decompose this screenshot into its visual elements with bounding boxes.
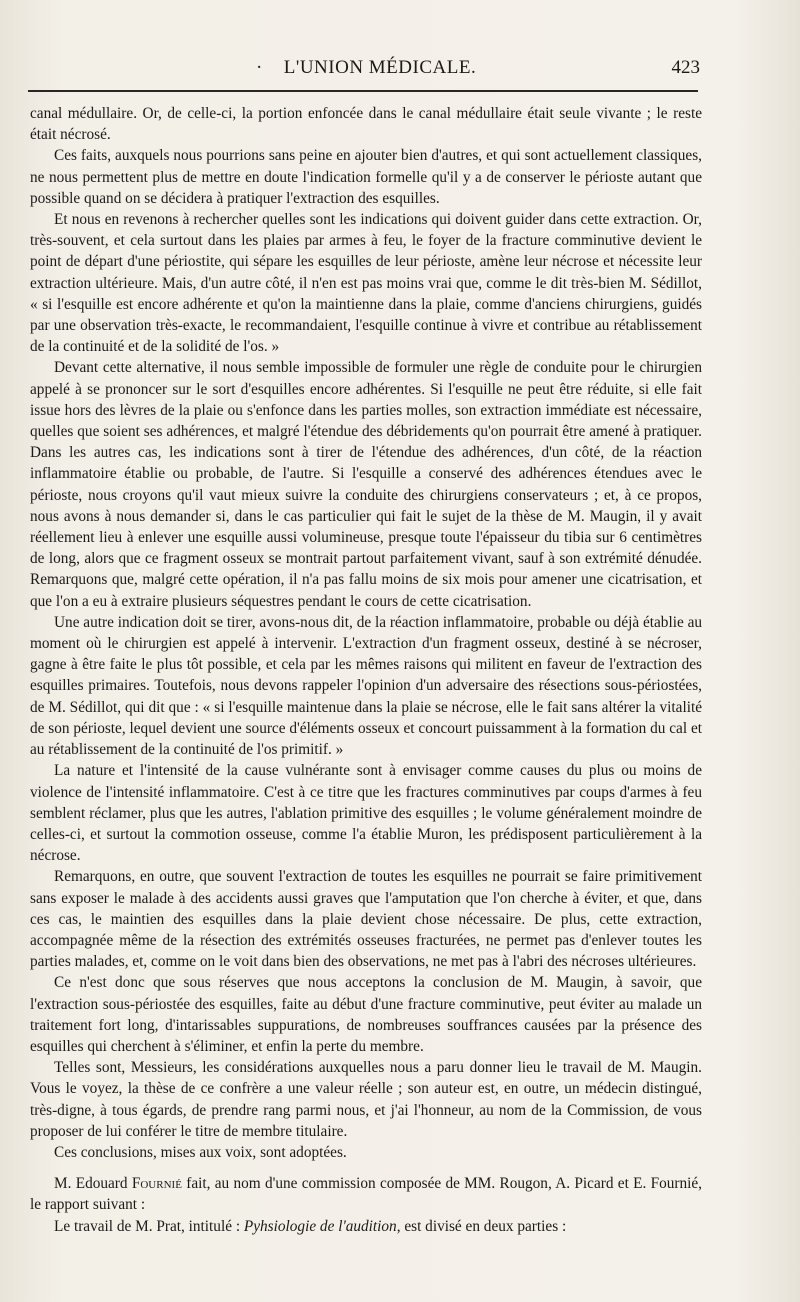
paragraph-5: Une autre indication doit se tirer, avons-nous dit, de la réaction inflammatoire, probable ou déjà établie au moment où le chirurgien est appelé à intervenir. L'extraction d'un fragment osseux, destiné à se nécroser, gagne à être faite le plus tôt possible, et cela par les mêmes raisons qui militent en faveur de l'extraction des esquilles primaires. Toutefois, nous devons rappeler l'opinion d'un adversaire des résections sous-périostées, de M. Sédillot, qui dit que : « si l'esquille maintenue dans la plaie se nécrose, elle le fait sans altérer la vitalité de son périoste, lequel devient une source d'éléments osseux et concourt puissamment à la formation du cal et au rétablissement de la continuité de l'os primitif. » — [30, 613, 703, 759]
final-rest: , est divisé en deux parties : — [396, 1217, 567, 1235]
page-number: 423 — [671, 57, 700, 78]
running-header — [60, 55, 700, 81]
paragraph-3: Et nous en revenons à rechercher quelles sont les indications qui doivent guider dans cette extraction. Or, très-souvent, et cela surtout dans les plaies par armes à feu, le foyer de la fracture comminutive devient le point de départ d'une périostite, qui sépare les esquilles de leur périoste, amène leur nécrose et nécessite leur extraction ultérieure. Mais, d'un autre côté, il n'en est pas moins vrai que, comme le dit très-bien M. Sédillot, « si l'esquille est encore adhérente et qu'on la maintienne dans la plaie, comme d'anciens chirurgiens, guidés par une observation très-exacte, le recommandaient, l'esquille continue à vivre et contribue au rétablissement de la continuité et de la solidité de l'os. » — [30, 211, 702, 356]
final-lead: Le travail de M. Prat, intitulé : — [54, 1217, 244, 1235]
journal-title: L'UNION MÉDICALE. — [283, 57, 477, 78]
header-rule — [28, 90, 698, 92]
work-title: Pyhsiologie de l'audition — [243, 1217, 397, 1235]
paragraph-10: Ces conclusions, mises aux voix, sont adoptées. — [54, 1143, 347, 1161]
report-paragraph — [30, 1173, 702, 1215]
paragraph-1: canal médullaire. Or, de celle-ci, la portion enfoncée dans le canal médullaire était seule vivante ; le reste était nécrosé. — [30, 105, 702, 144]
header-dot: · — [256, 57, 263, 78]
paragraph-2: Ces faits, auxquels nous pourrions sans peine en ajouter bien d'autres, et qui sont actuellement classiques, ne nous permettent plus de mettre en doute l'indication formelle qu'il y a de conserver le périoste autant que possible quand on se décidera à pratiquer l'extraction des esquilles. — [30, 147, 702, 207]
final-paragraph — [30, 1216, 702, 1237]
paragraph-7: Remarquons, en outre, que souvent l'extraction de toutes les esquilles ne pourrait se faire primitivement sans exposer le malade à des accidents aussi graves que l'amputation que l'on cherche à éviter, et que, dans ces cas, le maintien des esquilles dans la plaie devient chose nécessaire. De plus, cette extraction, accompagnée même de la résection des extrémités osseuses fracturées, ne permet pas d'enlever toutes les parties malades, et, comme on le voit dans bien des observations, ne met pas à l'abri des nécroses ultérieures. — [30, 868, 702, 971]
paragraph-8: Ce n'est donc que sous réserves que nous acceptons la conclusion de M. Maugin, à savoir, que l'extraction sous-périostée des esquilles, faite au début d'une fracture comminutive, peut éviter au malade un traitement fort long, d'intarissables suppurations, de nombreuses souffrances causées par la présence des esquilles qui cherchent à s'éliminer, et enfin la perte du membre. — [30, 974, 702, 1055]
report-name: Fournié — [131, 1175, 182, 1193]
report-lead: M. Edouard — [54, 1175, 132, 1193]
report-rest: fait, au nom d'une commission composée de MM. Rougon, A. Picard et E. Fournié, le rapport suivant : — [30, 1175, 702, 1214]
body-text — [30, 103, 702, 1237]
paragraph-6: La nature et l'intensité de la cause vulnérante sont à envisager comme causes du plus ou moins de violence de l'intensité inflammatoire. C'est à ce titre que les fractures comminutives par coups d'armes à feu semblent réclamer, plus que les autres, l'ablation primitive des esquilles ; le volume généralement moindre de celles-ci, et surtout la commotion osseuse, comme l'a établie Muron, les prédisposent particulièrement à la nécrose. — [30, 762, 702, 865]
paragraph-4: Devant cette alternative, il nous semble impossible de formuler une règle de conduite pour le chirurgien appelé à se prononcer sur le sort d'esquilles encore adhérentes. Si l'esquille ne peut être réduite, si elle fait issue hors des lèvres de la plaie ou s'enfonce dans les parties molles, son extraction immédiate est nécessaire, quelles que soient ses adhérences, et malgré l'étendue des débridements qu'on pourrait être amené à pratiquer. Dans les autres cas, les indications sont à tirer de l'étendue des adhérences, d'un côté, de la réaction inflammatoire établie ou probable, de l'autre. Si l'esquille a conservé des adhérences étendues avec le périoste, nous croyons qu'il vaut mieux suivre la conduite des chirurgiens conservateurs ; et, à ce propos, nous avons à nous demander si, dans le cas particulier qui fait le sujet de la thèse de M. Maugin, il y avait réellement lieu à enlever une esquille aussi volumineuse, presque toute l'épaisseur du tibia sur 6 centimètres de long, alors que ce fragment osseux se montrait partout parfaitement vivant, sauf à son extrémité dénudée. Remarquons que, malgré cette opération, il n'a pas fallu moins de six mois pour amener une cicatrisation, et que l'on a eu à extraire plusieurs séquestres pendant le cours de cette cicatrisation. — [30, 359, 702, 610]
paragraph-9: Telles sont, Messieurs, les considérations auxquelles nous a paru donner lieu le travail de M. Maugin. Vous le voyez, la thèse de ce confrère a une valeur réelle ; son auteur est, en outre, un médecin distingué, très-digne, à tous égards, de prendre rang parmi nous, et j'ai l'honneur, au nom de la Commission, de vous proposer de lui conférer le titre de membre titulaire. — [30, 1059, 702, 1140]
